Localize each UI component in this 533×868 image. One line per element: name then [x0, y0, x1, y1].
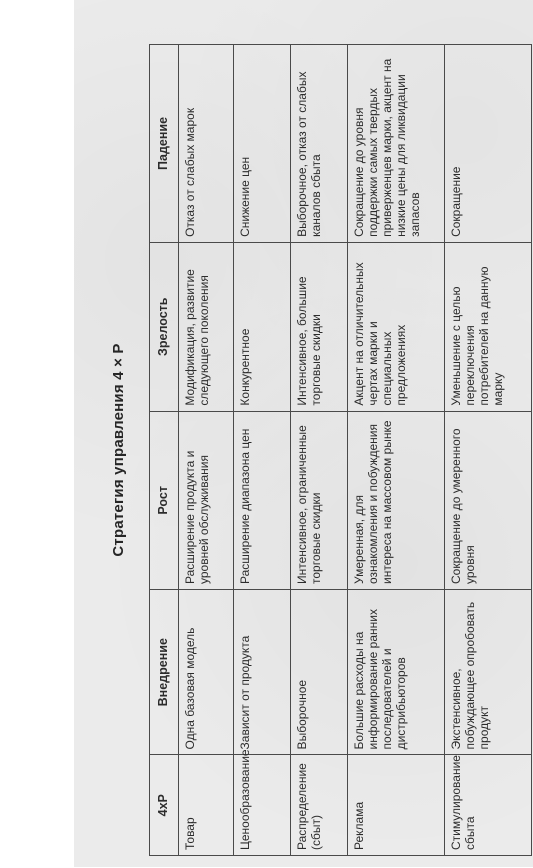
row-label-advertising: Реклама	[348, 755, 445, 856]
header-cell-introduction: Внедрение	[150, 590, 179, 755]
table-cell: Умеренная, для ознакомления и побуждения интереса на массовом рынке	[348, 411, 445, 589]
table-cell: Сокращение	[445, 45, 532, 243]
table-cell: Выборочное, отказ от слабых каналов сбыта	[291, 45, 348, 243]
header-cell-decline: Падение	[150, 45, 179, 243]
table-cell: Расширение диапазона цен	[234, 411, 291, 589]
table-cell: Зависит от продукта	[234, 590, 291, 755]
table-cell: Сокращение до умеренного уровня	[445, 411, 532, 589]
table-row	[445, 45, 532, 856]
table-cell: Выборочное	[291, 590, 348, 755]
table-cell: Снижение цен	[234, 45, 291, 243]
table-cell: Интенсивное, большие торговые скидки	[291, 242, 348, 411]
table-cell: Экстенсивное, побуждающее опробовать продукт	[445, 590, 532, 755]
table-cell: Акцент на отличительных чертах марки и специальных предложениях	[348, 242, 445, 411]
table-cell: Сокращение до уровня поддержки самых твердых приверженцев марки, акцент на низкие цены для ликвидации запасов	[348, 45, 445, 243]
table-cell: Отказ от слабых марок	[179, 45, 234, 243]
table-header-row	[150, 45, 179, 856]
row-label-product: Товар	[179, 755, 234, 856]
strategy-table	[149, 44, 532, 856]
table-row	[234, 45, 291, 856]
header-cell-growth: Рост	[150, 411, 179, 589]
table-cell: Большие расходы на информирование ранних последователей и дистрибьюторов	[348, 590, 445, 755]
header-cell-maturity: Зрелость	[150, 242, 179, 411]
table-row	[291, 45, 348, 856]
rotated-page	[74, 32, 529, 868]
header-cell-4xp: 4хР	[150, 755, 179, 856]
table-cell: Интенсивное, ограниченные торговые скидки	[291, 411, 348, 589]
row-label-sales-promotion: Стимулирование сбыта	[445, 755, 532, 856]
row-label-distribution: Распределение (сбыт)	[291, 755, 348, 856]
table-cell: Расширение продукта и уровней обслуживания	[179, 411, 234, 589]
table-cell: Одна базовая модель	[179, 590, 234, 755]
document-title: Стратегия управления 4 × Р	[110, 343, 127, 557]
row-label-pricing: Ценообразование	[234, 755, 291, 856]
table-row	[348, 45, 445, 856]
table-cell: Уменьшение с целью переключения потребителей на данную марку	[445, 242, 532, 411]
table-cell: Модификация, развитие следующего поколения	[179, 242, 234, 411]
table-cell: Конкурентное	[234, 242, 291, 411]
table-row	[179, 45, 234, 856]
